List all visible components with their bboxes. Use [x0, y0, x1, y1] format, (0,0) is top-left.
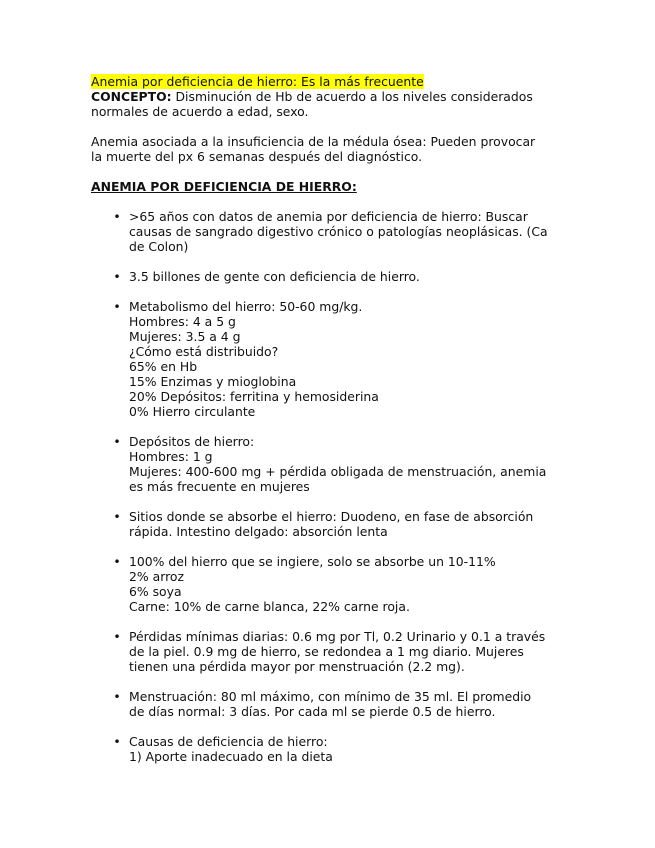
spacer — [91, 614, 571, 629]
spacer — [91, 539, 571, 554]
list-item-line: Mujeres: 400-600 mg + pérdida obligada de menstruación, anemia — [129, 464, 547, 479]
list-item — [91, 689, 571, 719]
bullet-icon: • — [113, 209, 121, 224]
list-item — [91, 554, 571, 614]
list-item-line: Depósitos de hierro: — [129, 434, 255, 449]
list-item-line: Metabolismo del hierro: 50-60 mg/kg. — [129, 299, 363, 314]
list-item-line: Hombres: 4 a 5 g — [129, 314, 236, 329]
list-item-line: 6% soya — [129, 584, 182, 599]
bullet-icon: • — [113, 629, 121, 644]
list-item-line: 20% Depósitos: ferritina y hemosiderina — [129, 389, 379, 404]
marrow-line-1: Anemia asociada a la insuficiencia de la médula ósea: Pueden provocar — [91, 134, 536, 149]
list-item-line: 3.5 billones de gente con deficiencia de hierro. — [129, 269, 420, 284]
list-item-line: Hombres: 1 g — [129, 449, 213, 464]
bullet-icon: • — [113, 299, 121, 314]
spacer — [91, 119, 571, 134]
list-item-line: Sitios donde se absorbe el hierro: Duodeno, en fase de absorción — [129, 509, 534, 524]
bullet-icon: • — [113, 554, 121, 569]
spacer — [91, 494, 571, 509]
list-item-line: 15% Enzimas y mioglobina — [129, 374, 297, 389]
concept-text-1: Disminución de Hb de acuerdo a los niveles considerados — [171, 89, 533, 104]
list-item — [91, 629, 571, 674]
section-heading: ANEMIA POR DEFICIENCIA DE HIERRO: — [91, 179, 357, 194]
list-item-line: 1) Aporte inadecuado en la dieta — [129, 749, 333, 764]
bullet-icon: • — [113, 734, 121, 749]
list-item-line: de Colon) — [129, 239, 189, 254]
bullet-list — [91, 209, 571, 764]
bullet-icon: • — [113, 434, 121, 449]
list-item-line: rápida. Intestino delgado: absorción lenta — [129, 524, 388, 539]
spacer — [91, 164, 571, 179]
list-item — [91, 269, 571, 284]
list-item-line: 100% del hierro que se ingiere, solo se absorbe un 10-11% — [129, 554, 496, 569]
list-item-line: ¿Cómo está distribuido? — [129, 344, 279, 359]
spacer — [91, 284, 571, 299]
list-item — [91, 509, 571, 539]
list-item-line: 65% en Hb — [129, 359, 198, 374]
spacer — [91, 719, 571, 734]
bullet-icon: • — [113, 269, 121, 284]
highlighted-title: Anemia por deficiencia de hierro: Es la más frecuente — [91, 74, 424, 89]
spacer — [91, 419, 571, 434]
list-item-line: de días normal: 3 días. Por cada ml se pierde 0.5 de hierro. — [129, 704, 496, 719]
spacer — [91, 254, 571, 269]
list-item-line: >65 años con datos de anemia por deficiencia de hierro: Buscar — [129, 209, 528, 224]
list-item — [91, 434, 571, 494]
spacer — [91, 194, 571, 209]
list-item-line: causas de sangrado digestivo crónico o patologías neoplásicas. (Ca — [129, 224, 548, 239]
title-line — [91, 74, 571, 89]
list-item-line: Carne: 10% de carne blanca, 22% carne roja. — [129, 599, 410, 614]
bullet-icon: • — [113, 509, 121, 524]
list-item — [91, 299, 571, 419]
document-page — [91, 74, 571, 764]
list-item — [91, 209, 571, 254]
list-item-line: tienen una pérdida mayor por menstruación (2.2 mg). — [129, 659, 465, 674]
list-item-line: 2% arroz — [129, 569, 184, 584]
list-item-line: 0% Hierro circulante — [129, 404, 256, 419]
concept-line-2: normales de acuerdo a edad, sexo. — [91, 104, 309, 119]
list-item-line: de la piel. 0.9 mg de hierro, se redondea a 1 mg diario. Mujeres — [129, 644, 524, 659]
list-item-line: Pérdidas mínimas diarias: 0.6 mg por Tl, 0.2 Urinario y 0.1 a través — [129, 629, 546, 644]
list-item-line: Causas de deficiencia de hierro: — [129, 734, 328, 749]
marrow-line-2: la muerte del px 6 semanas después del diagnóstico. — [91, 149, 423, 164]
bullet-icon: • — [113, 689, 121, 704]
list-item-line: Mujeres: 3.5 a 4 g — [129, 329, 241, 344]
list-item-line: es más frecuente en mujeres — [129, 479, 310, 494]
concept-line-1 — [91, 89, 571, 104]
concept-label: CONCEPTO: — [91, 89, 172, 104]
list-item — [91, 734, 571, 764]
list-item-line: Menstruación: 80 ml máximo, con mínimo de 35 ml. El promedio — [129, 689, 532, 704]
spacer — [91, 674, 571, 689]
